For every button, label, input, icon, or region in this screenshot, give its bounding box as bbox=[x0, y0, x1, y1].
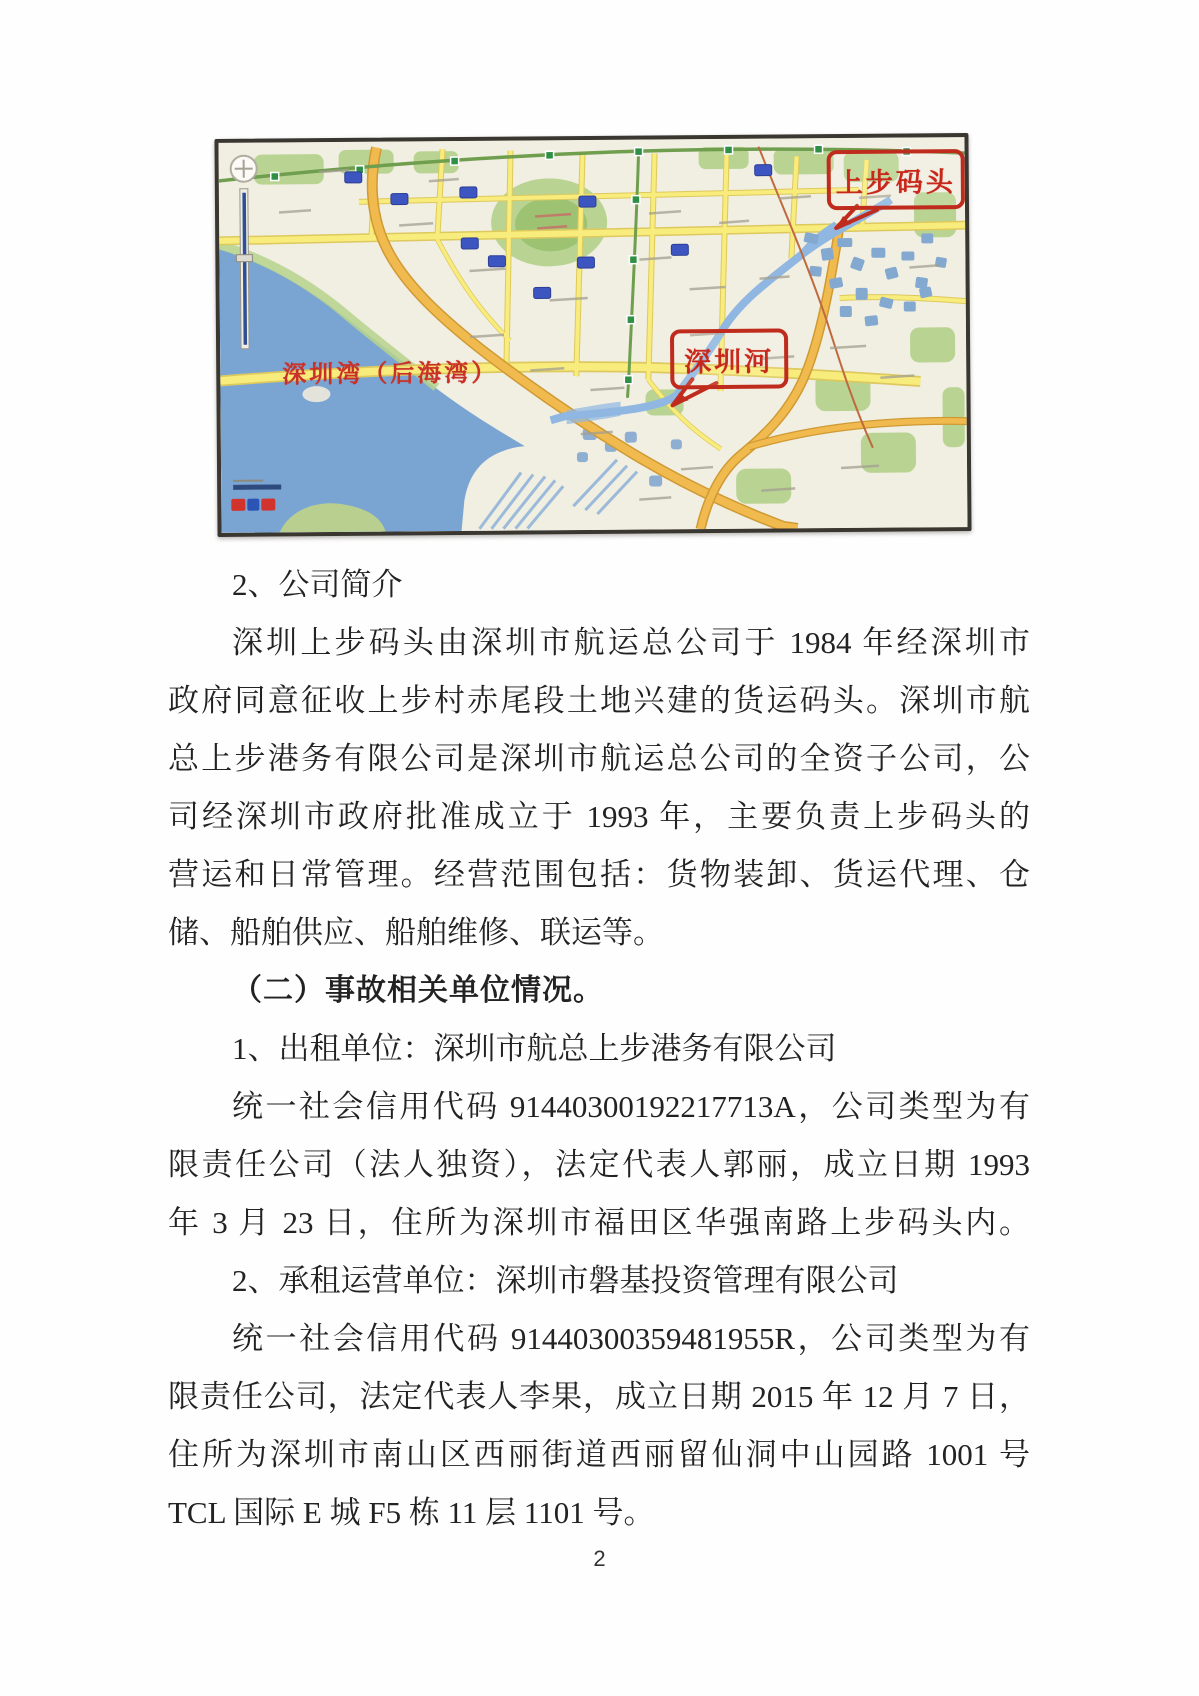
map-provider-logo bbox=[231, 499, 275, 511]
callout-shangbu-pier-label: 上步码头 bbox=[835, 166, 956, 198]
paragraph-line: 住所为深圳市南山区西丽街道西丽留仙洞中山园路 1001 号 bbox=[168, 1437, 1030, 1472]
section-heading-company-profile: 2、公司简介 bbox=[232, 567, 403, 602]
label-shenzhen-bay: 深圳湾（后海湾） bbox=[282, 360, 499, 389]
item-lessee-unit: 2、承租运营单位：深圳市磐基投资管理有限公司 bbox=[232, 1263, 899, 1298]
body-text bbox=[168, 556, 1030, 1542]
paragraph-line: 统一社会信用代码 91440300192217713A，公司类型为有 bbox=[232, 1089, 1030, 1124]
page-number: 2 bbox=[593, 1546, 606, 1571]
paragraph-line: 统一社会信用代码 91440300359481955R，公司类型为有 bbox=[232, 1321, 1030, 1356]
paragraph-line: 政府同意征收上步村赤尾段土地兴建的货运码头。深圳市航 bbox=[168, 683, 1030, 718]
callout-shangbu-pier bbox=[827, 149, 965, 210]
callout-shenzhen-river bbox=[670, 328, 788, 389]
paragraph-line: 储、船舶供应、船舶维修、联运等。 bbox=[168, 915, 664, 950]
paragraph-line: 年 3 月 23 日，住所为深圳市福田区华强南路上步码头内。 bbox=[168, 1205, 1030, 1240]
paragraph-line: 深圳上步码头由深圳市航运总公司于 1984 年经深圳市 bbox=[232, 625, 1030, 660]
callout-shenzhen-river-label: 深圳河 bbox=[684, 346, 775, 377]
paragraph-line: TCL 国际 E 城 F5 栋 11 层 1101 号。 bbox=[168, 1495, 655, 1530]
map-pan-control bbox=[231, 156, 257, 182]
paragraph-line: 司经深圳市政府批准成立于 1993 年，主要负责上步码头的 bbox=[168, 799, 1030, 834]
paragraph-line: 限责任公司，法定代表人李果，成立日期 2015 年 12 月 7 日， bbox=[168, 1379, 1030, 1414]
item-lessor-unit: 1、出租单位：深圳市航总上步港务有限公司 bbox=[232, 1031, 837, 1066]
map-photo bbox=[214, 133, 971, 537]
paragraph-line: 营运和日常管理。经营范围包括：货物装卸、货运代理、仓 bbox=[168, 857, 1030, 892]
section-heading-related-units: （二）事故相关单位情况。 bbox=[232, 974, 604, 1007]
paragraph-line: 总上步港务有限公司是深圳市航运总公司的全资子公司，公 bbox=[168, 741, 1030, 776]
paragraph-line: 限责任公司（法人独资），法定代表人郭丽，成立日期 1993 bbox=[168, 1147, 1030, 1182]
